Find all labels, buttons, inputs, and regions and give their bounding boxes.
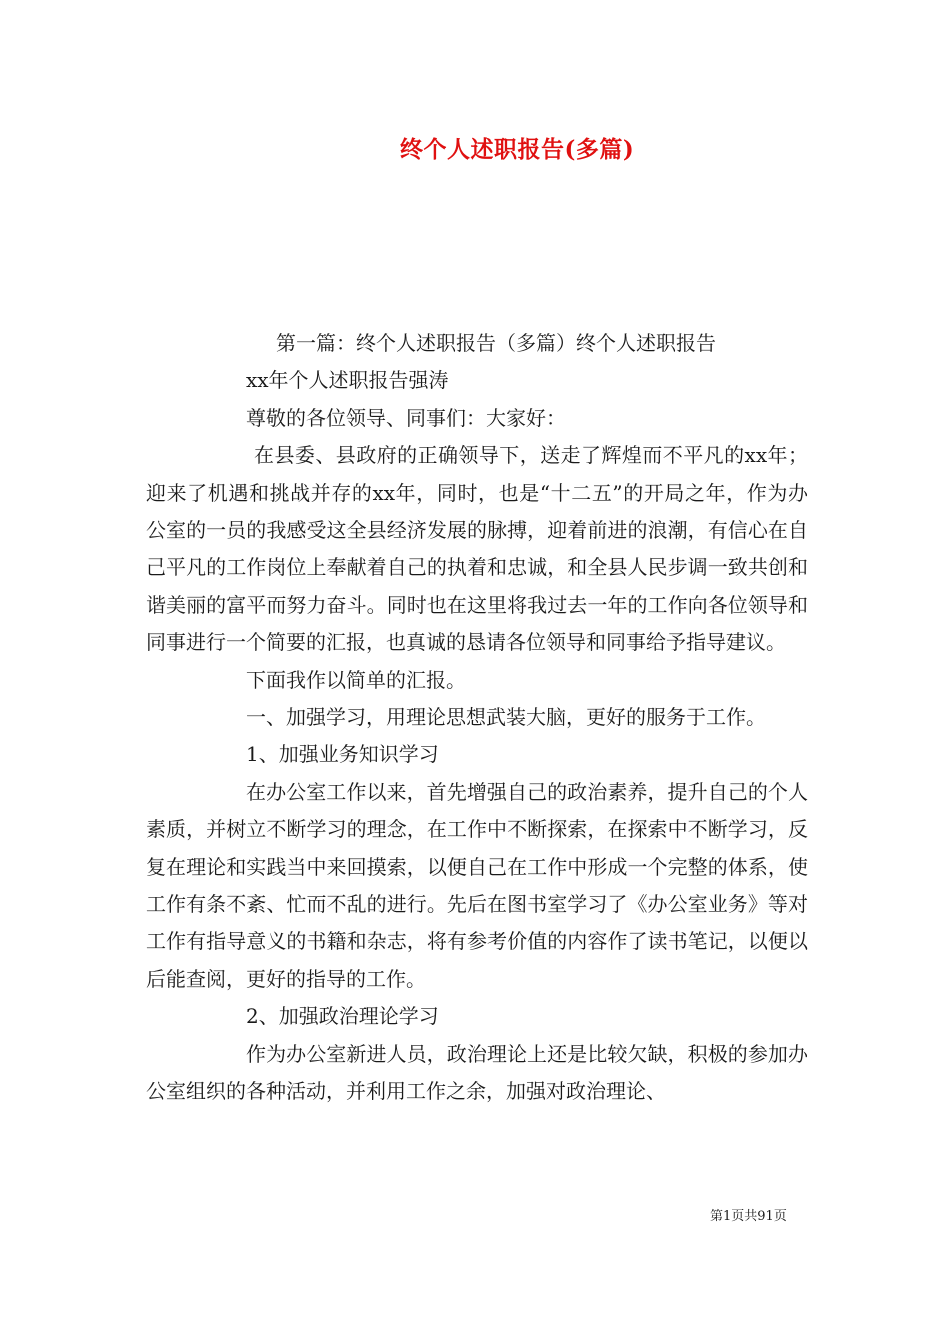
document-body bbox=[146, 325, 808, 1110]
greeting-line: 尊敬的各位领导、同事们：大家好： bbox=[246, 405, 566, 430]
page-number-footer: 第1页共91页 bbox=[710, 1209, 787, 1224]
paragraph-2: 下面我作以简单的汇报。 bbox=[246, 667, 466, 692]
subsection-heading-2: 2、加强政治理论学习 bbox=[246, 1004, 439, 1029]
paragraph-3: 在办公室工作以来，首先增强自己的政治素养，提升自己的个人素质，并树立不断学习的理念，在工作中不断探索，在探索中不断学习，反复在理论和实践当中来回摸索，以便自己在工作中形成一个完整的体系，使工作有条不紊、忙而不乱的进行。先后在图书室学习了《办公室业务》等对工作有指导意义的书籍和杂志，将有参考价值的内容作了读书笔记，以便以后能查阅，更好的指导的工作。 bbox=[146, 779, 808, 991]
section-heading-1: 一、加强学习，用理论思想武装大脑，更好的服务于工作。 bbox=[246, 705, 766, 729]
document-title: 终个人述职报告(多篇) bbox=[400, 136, 635, 163]
paragraph-4: 作为办公室新进人员，政治理论上还是比较欠缺，积极的参加办公室组织的各种活动，并利用工作之余，加强对政治理论、 bbox=[146, 1041, 808, 1104]
heading-line: 第一篇：终个人述职报告（多篇）终个人述职报告 bbox=[276, 331, 716, 355]
subsection-heading-1: 1、加强业务知识学习 bbox=[246, 742, 439, 767]
paragraph-1: 在县委、县政府的正确领导下，送走了辉煌而不平凡的xx年；迎来了机遇和挑战并存的xx年，同时，也是“十二五”的开局之年，作为办公室的一员的我感受这全县经济发展的脉搏，迎着前进的浪潮，有信心在自己平凡的工作岗位上奉献着自己的执着和忠诚，和全县人民步调一致共创和谐美丽的富平而努力奋斗。同时也在这里将我过去一年的工作向各位领导和同事进行一个简要的汇报，也真诚的恳请各位领导和同事给予指导建议。 bbox=[146, 443, 808, 655]
subheading-line: xx年个人述职报告强涛 bbox=[246, 368, 449, 393]
